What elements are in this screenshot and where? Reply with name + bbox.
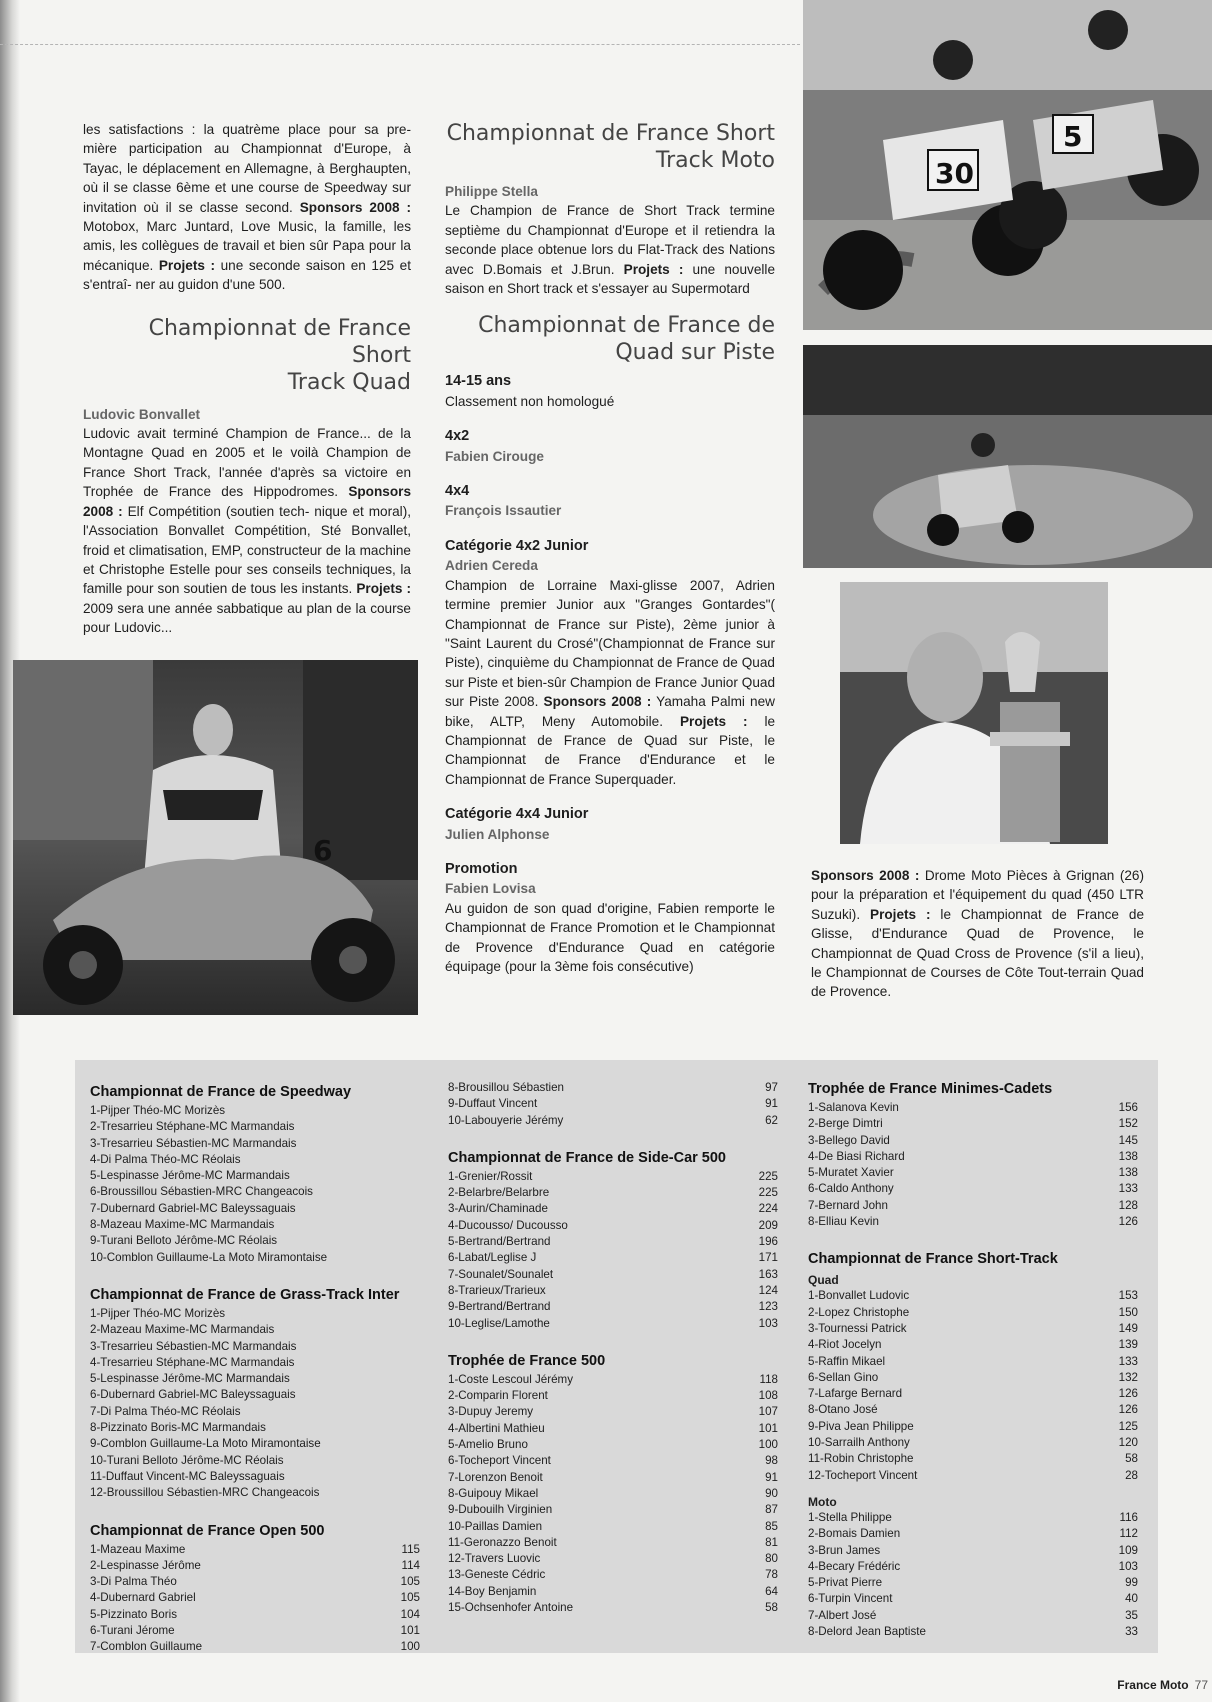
result-row [90, 1119, 420, 1135]
section-heading: Championnat de France Short Track Quad [148, 315, 411, 395]
result-points: 225 [758, 1186, 778, 1200]
result-points: 100 [400, 1640, 420, 1654]
result-row [90, 1623, 420, 1639]
result-name: 7-Di Palma Théo-MC Réolais [90, 1404, 241, 1418]
result-name: 1-Mazeau Maxime [90, 1542, 186, 1556]
result-name: 9-Comblon Guillaume-La Moto Miramontaise [90, 1437, 321, 1451]
result-name: 7-Sounalet/Sounalet [448, 1267, 554, 1281]
result-name: 2-Tresarrieu Stéphane-MC Marmandais [90, 1120, 295, 1134]
results-title: Trophée de France Minimes-Cadets [808, 1081, 1053, 1097]
result-row [90, 1136, 420, 1152]
result-row [448, 1250, 778, 1266]
result-name: 3-Aurin/Chaminade [448, 1202, 548, 1216]
result-row [808, 1214, 1138, 1230]
result-name: 1-Pijper Théo-MC Morizès [90, 1104, 226, 1117]
result-name: 1-Coste Lescoul Jérémy [448, 1372, 574, 1386]
result-points: 97 [765, 1081, 778, 1094]
byline: Julien Alphonse [445, 826, 550, 842]
result-points: 132 [1118, 1370, 1138, 1384]
result-row [90, 1322, 420, 1338]
result-name: 2-Mazeau Maxime-MC Marmandais [90, 1323, 275, 1337]
result-points: 153 [1118, 1289, 1138, 1303]
section-heading: Championnat de France de Quad sur Piste [478, 313, 775, 366]
result-row [448, 1486, 778, 1502]
result-name: 6-Broussillou Sébastien-MRC Changeacois [90, 1185, 313, 1199]
result-points: 126 [1118, 1215, 1138, 1229]
result-row [448, 1600, 778, 1616]
result-row [448, 1218, 778, 1234]
result-points: 100 [758, 1438, 778, 1452]
result-name: 6-Labat/Leglise J [448, 1251, 537, 1265]
result-row [808, 1451, 1138, 1467]
result-points: 120 [1118, 1436, 1138, 1450]
paragraph: Classement non homologué [445, 393, 615, 409]
subheading: 14-15 ans [445, 373, 512, 390]
result-name: 10-Labouyerie Jérémy [448, 1113, 564, 1127]
column-3 [811, 866, 1144, 1002]
result-row [90, 1574, 420, 1590]
result-points: 81 [765, 1535, 778, 1549]
result-row [90, 1387, 420, 1403]
result-name: 11-Geronazzo Benoit [448, 1535, 557, 1549]
result-row [448, 1421, 778, 1437]
result-points: 33 [1125, 1625, 1138, 1639]
result-row [448, 1372, 778, 1388]
dashed-rule [0, 44, 800, 45]
result-name: 10-Paillas Damien [448, 1519, 543, 1533]
result-name: 9-Duffaut Vincent [448, 1097, 538, 1111]
result-name: 3-Brun James [808, 1543, 881, 1557]
result-row [808, 1419, 1138, 1435]
result-name: 2-Lopez Christophe [808, 1305, 910, 1319]
result-row [448, 1519, 778, 1535]
result-points: 101 [758, 1421, 778, 1435]
result-name: 10-Comblon Guillaume-La Moto Miramontaise [90, 1250, 328, 1264]
result-row [448, 1113, 778, 1129]
result-name: 9-Dubouilh Virginien [448, 1503, 553, 1517]
result-name: 2-Berge Dimtri [808, 1117, 883, 1131]
result-points: 114 [401, 1558, 420, 1572]
result-name: 9-Bertrand/Bertrand [448, 1300, 551, 1314]
results-title: Championnat de France Short-Track [808, 1251, 1058, 1268]
byline: François Issautier [445, 503, 562, 519]
result-row [448, 1096, 778, 1112]
result-row [448, 1080, 778, 1096]
result-row [808, 1198, 1138, 1214]
result-row [808, 1591, 1138, 1607]
result-name: 6-Sellan Gino [808, 1370, 879, 1384]
result-row [808, 1510, 1138, 1526]
result-points: 116 [1119, 1510, 1138, 1524]
photo-trophy-winner [840, 582, 1108, 844]
result-row [808, 1468, 1138, 1484]
result-points: 224 [758, 1202, 778, 1216]
result-name: 4-Riot Jocelyn [808, 1338, 882, 1352]
quad-number: 6 [313, 834, 333, 867]
result-points: 35 [1125, 1608, 1138, 1622]
result-name: 4-De Biasi Richard [808, 1149, 905, 1163]
result-name: 8-Delord Jean Baptiste [808, 1625, 926, 1639]
results-list-moto [808, 1510, 1138, 1640]
result-name: 3-Bellego David [808, 1133, 890, 1147]
result-name: 8-Guipouy Mikael [448, 1486, 539, 1500]
result-name: 6-Turpin Vincent [808, 1592, 893, 1606]
subheading: Catégorie 4x4 Junior [445, 806, 589, 823]
results-panel [75, 1060, 1158, 1653]
result-row [90, 1184, 420, 1200]
result-name: 5-Muratet Xavier [808, 1166, 894, 1180]
result-points: 85 [765, 1519, 778, 1533]
result-row [808, 1386, 1138, 1402]
result-points: 40 [1125, 1592, 1138, 1606]
result-name: 3-Tournessi Patrick [808, 1321, 907, 1335]
page-footer [1117, 1678, 1208, 1692]
result-name: 9-Piva Jean Philippe [808, 1419, 914, 1433]
result-name: 3-Tresarrieu Sébastien-MC Marmandais [90, 1339, 297, 1353]
result-points: 156 [1118, 1101, 1138, 1114]
result-name: 14-Boy Benjamin [448, 1584, 537, 1598]
result-row [90, 1469, 420, 1485]
result-name: 7-Lafarge Bernard [808, 1387, 903, 1401]
result-points: 99 [1125, 1576, 1138, 1590]
result-row [808, 1354, 1138, 1370]
result-row [90, 1233, 420, 1249]
result-name: 12-Tocheport Vincent [808, 1468, 918, 1482]
results-title: Trophée de France 500 [448, 1352, 606, 1369]
result-points: 62 [765, 1113, 778, 1127]
result-name: 4-Becary Frédéric [808, 1559, 901, 1573]
result-row [90, 1436, 420, 1452]
byline: Fabien Cirouge [445, 448, 544, 464]
result-name: 5-Raffin Mikael [808, 1354, 886, 1368]
result-points: 109 [1118, 1543, 1138, 1557]
result-points: 163 [758, 1267, 778, 1281]
paragraph: Au guidon de son quad d'origine, Fabien remporte le Championnat de France Promotion et le Championnat de Provence d'Endurance Quad en catégorie équipage (pour la 3ème fois consécutive) [445, 900, 775, 974]
result-points: 225 [758, 1169, 778, 1183]
result-row [808, 1133, 1138, 1149]
result-row [90, 1420, 420, 1436]
result-name: 5-Privat Pierre [808, 1576, 883, 1590]
result-points: 91 [765, 1470, 778, 1484]
result-row [90, 1639, 420, 1655]
result-name: 2-Lespinasse Jérôme [90, 1558, 201, 1572]
subheading: Promotion [445, 860, 518, 877]
result-points: 128 [1118, 1198, 1138, 1212]
result-points: 118 [759, 1372, 778, 1386]
result-row [90, 1485, 420, 1501]
result-name: 5-Lespinasse Jérôme-MC Marmandais [90, 1372, 290, 1386]
result-name: 3-Dupuy Jeremy [448, 1405, 534, 1419]
result-row [448, 1267, 778, 1283]
results-title: Championnat de France de Grass-Track Inter [90, 1286, 400, 1303]
results-block-speedway [90, 1083, 420, 1266]
result-name: 12-Travers Luovic [448, 1552, 541, 1566]
result-row [448, 1470, 778, 1486]
result-name: 4-Dubernard Gabriel [90, 1591, 196, 1605]
result-points: 90 [765, 1486, 778, 1500]
result-points: 91 [765, 1097, 778, 1111]
result-name: 15-Ochsenhofer Antoine [448, 1601, 574, 1615]
result-points: 145 [1118, 1133, 1138, 1147]
paragraph: Champion de Lorraine Maxi-glisse 2007, Adrien termine premier Junior aux "Granges Gontardes"( Championnat de France sur Piste), 2ème junior à "Saint Laurent du Crosé"(Championnat de France sur Piste), cinquième du Championnat de France de Quad sur Piste et bien-sûr Champion de France Junior Quad sur Piste 2008. Sponsors 2008 : Yamaha Palmi new bike, ALTP, Meny Automobile. Projets : le Championnat de France de Quad sur Piste, le Championnat de France d'Endurance et le Championnat de France Superquader. [445, 577, 776, 787]
byline: Fabien Lovisa [445, 881, 536, 897]
result-row [808, 1608, 1138, 1624]
result-name: 10-Turani Belloto Jérôme-MC Réolais [90, 1453, 284, 1467]
result-points: 103 [758, 1316, 778, 1330]
result-row [808, 1149, 1138, 1165]
result-row [448, 1299, 778, 1315]
result-row [448, 1201, 778, 1217]
result-row [90, 1558, 420, 1574]
result-row [808, 1370, 1138, 1386]
column-1 [83, 120, 411, 638]
result-row [808, 1402, 1138, 1418]
result-name: 2-Bomais Damien [808, 1527, 901, 1541]
result-points: 115 [401, 1542, 420, 1556]
byline: Ludovic Bonvallet [83, 406, 201, 422]
result-name: 7-Albert José [808, 1608, 877, 1622]
page-number: 77 [1194, 1678, 1208, 1692]
result-name: 4-Tresarrieu Stéphane-MC Marmandais [90, 1355, 295, 1369]
result-points: 209 [758, 1218, 778, 1232]
result-name: 5-Lespinasse Jérôme-MC Marmandais [90, 1169, 290, 1183]
results-column-3 [808, 1080, 1138, 1660]
results-subtitle: Moto [808, 1494, 837, 1509]
result-points: 149 [1118, 1321, 1138, 1335]
result-name: 1-Salanova Kevin [808, 1101, 899, 1114]
result-points: 139 [1118, 1338, 1138, 1352]
paragraph: Le Champion de France de Short Track termine septième du Championnat d'Europe et il retiendra la seconde place obtenue lors du Flat-Track des Nations avec D.Bomais et J.Brun. Projets : une nouvelle saison en Short track et s'essayer au Supermotard [445, 203, 776, 297]
result-row [808, 1116, 1138, 1132]
result-row [808, 1100, 1138, 1116]
result-name: 11-Robin Christophe [808, 1452, 914, 1466]
result-row [448, 1502, 778, 1518]
result-points: 105 [400, 1591, 420, 1605]
result-row [90, 1542, 420, 1558]
result-name: 4-Ducousso/ Ducousso [448, 1218, 568, 1232]
result-row [808, 1165, 1138, 1181]
result-points: 133 [1118, 1182, 1138, 1196]
paragraph: Ludovic avait terminé Champion de France... de la Montagne Quad en 2005 et le voilà Champion de France Short Track, l'année d'après sa victoire en Trophée de France des Hippodromes. Sponsors 2008 : Elf Compétition (soutien tech- nique et moral), l'Association Bonvallet Compétition, Sté Bonvallet, froid et climatisation, EMP, constructeur de la machine et Christophe Estelle pour ses conseils techniques, la famille pour son soutien de tous les instants. Projets : 2009 sera une année sabbatique au plan de la course pour Ludovic... [83, 426, 412, 636]
result-name: 8-Trarieux/Trarieux [448, 1283, 546, 1297]
result-name: 7-Lorenzon Benoit [448, 1470, 543, 1484]
result-name: 12-Broussillou Sébastien-MRC Changeacois [90, 1486, 320, 1500]
result-row [448, 1551, 778, 1567]
result-row [448, 1437, 778, 1453]
result-points: 64 [765, 1584, 778, 1598]
result-row [90, 1404, 420, 1420]
results-block-grasstrack [90, 1286, 420, 1502]
result-row [448, 1169, 778, 1185]
result-name: 6-Caldo Anthony [808, 1182, 894, 1196]
result-name: 8-Pizzinato Boris-MC Marmandais [90, 1421, 266, 1435]
result-points: 80 [765, 1552, 778, 1566]
result-row [808, 1559, 1138, 1575]
results-block-trophee500 [448, 1352, 778, 1616]
paragraph: les satisfactions : la quatrème place pour sa pre- mière participation au Championnat d'Europe, à Tayac, le déplacement en Allemagne, à Berghaupten, où il se classe 6ème et une course de Speedway sur invitation où il se classe second. Sponsors 2008 : Motobox, Marc Juntard, Love Music, la famille, les amis, les collègues de travail et bien sûr Papa pour la mécanique. Projets : une seconde saison en 125 et s'entraî- ner au guidon d'une 500. [83, 122, 411, 293]
result-name: 1-Stella Philippe [808, 1510, 892, 1524]
result-name: 6-Tocheport Vincent [448, 1454, 551, 1468]
paragraph: Sponsors 2008 : Drome Moto Pièces à Grignan (26) pour la préparation et l'équipement du quad (450 LTR Suzuki). Projets : le Championnat de France de Glisse, d'Endurance Quad de Provence, le Championnat de Quad Cross de Provence (s'il a lieu), le Championnat de Courses de Côte Tout-terrain Quad de Provence. [811, 868, 1145, 1000]
result-points: 101 [400, 1624, 420, 1638]
result-points: 78 [765, 1568, 778, 1582]
result-row [90, 1607, 420, 1623]
result-row [808, 1526, 1138, 1542]
results-list-quad [808, 1288, 1138, 1484]
result-points: 196 [758, 1235, 778, 1249]
result-points: 87 [765, 1503, 778, 1517]
result-name: 13-Geneste Cédric [448, 1568, 546, 1582]
result-row [90, 1355, 420, 1371]
results-title: Championnat de France Open 500 [90, 1522, 325, 1539]
result-points: 103 [1118, 1559, 1138, 1573]
result-name: 10-Sarrailh Anthony [808, 1436, 910, 1450]
result-points: 125 [1118, 1419, 1138, 1433]
result-row [808, 1575, 1138, 1591]
result-row [448, 1584, 778, 1600]
result-row [808, 1337, 1138, 1353]
results-block-open500-continued [448, 1080, 778, 1129]
result-name: 1-Bonvallet Ludovic [808, 1289, 910, 1303]
section-heading: Championnat de France Short Track Moto [446, 121, 775, 173]
result-row [90, 1306, 420, 1322]
byline: Philippe Stella [445, 184, 538, 199]
result-points: 98 [765, 1454, 778, 1468]
result-row [90, 1168, 420, 1184]
photo-quad-on-track [803, 345, 1212, 568]
results-title: Championnat de France de Side-Car 500 [448, 1149, 726, 1166]
results-column-2 [448, 1080, 778, 1636]
result-row [448, 1453, 778, 1469]
result-points: 152 [1118, 1117, 1138, 1131]
result-name: 8-Brousillou Sébastien [448, 1081, 565, 1094]
result-points: 108 [758, 1389, 778, 1403]
result-points: 138 [1118, 1149, 1138, 1163]
results-block-sidecar [448, 1149, 778, 1332]
result-row [448, 1185, 778, 1201]
result-points: 124 [758, 1283, 778, 1297]
moto-number: 30 [935, 157, 974, 190]
photo-short-track-motos [803, 0, 1212, 330]
result-name: 11-Duffaut Vincent-MC Baleyssaguais [90, 1469, 285, 1483]
result-name: 2-Belarbre/Belarbre [448, 1186, 550, 1200]
results-block-shorttrack [808, 1250, 1138, 1640]
result-row [90, 1339, 420, 1355]
result-points: 104 [400, 1607, 420, 1621]
result-points: 150 [1118, 1305, 1138, 1319]
result-points: 171 [758, 1251, 778, 1265]
result-name: 8-Otano José [808, 1403, 878, 1417]
result-points: 138 [1118, 1166, 1138, 1180]
result-points: 28 [1125, 1468, 1138, 1482]
result-name: 8-Elliau Kevin [808, 1215, 879, 1229]
result-row [808, 1305, 1138, 1321]
result-row [808, 1288, 1138, 1304]
result-points: 126 [1118, 1387, 1138, 1401]
result-row [448, 1535, 778, 1551]
result-name: 5-Amelio Bruno [448, 1438, 528, 1452]
result-row [90, 1371, 420, 1387]
result-points: 58 [1125, 1452, 1138, 1466]
result-points: 58 [765, 1601, 778, 1615]
result-row [448, 1316, 778, 1332]
result-row [808, 1435, 1138, 1451]
result-row [90, 1453, 420, 1469]
result-points: 107 [758, 1405, 778, 1419]
byline: Adrien Cereda [445, 558, 538, 574]
result-row [90, 1103, 420, 1119]
results-column-1 [90, 1083, 420, 1676]
result-name: 10-Leglise/Lamothe [448, 1316, 550, 1330]
column-2 [445, 120, 775, 976]
result-row [808, 1181, 1138, 1197]
result-name: 1-Grenier/Rossit [448, 1169, 533, 1183]
result-name: 4-Albertini Mathieu [448, 1421, 545, 1435]
result-name: 5-Bertrand/Bertrand [448, 1235, 551, 1249]
result-name: 4-Di Palma Théo-MC Réolais [90, 1152, 241, 1166]
result-points: 112 [1119, 1527, 1138, 1541]
result-row [448, 1388, 778, 1404]
moto-number: 5 [1063, 120, 1083, 153]
result-row [448, 1567, 778, 1583]
results-subtitle: Quad [808, 1273, 839, 1288]
result-name: 8-Mazeau Maxime-MC Marmandais [90, 1218, 275, 1232]
result-name: 7-Dubernard Gabriel-MC Baleyssaguais [90, 1201, 296, 1215]
result-row [808, 1543, 1138, 1559]
photo-quad-rider [13, 660, 418, 1015]
result-name: 5-Pizzinato Boris [90, 1607, 177, 1621]
subheading: 4x2 [445, 428, 470, 445]
result-row [448, 1234, 778, 1250]
subheading: Catégorie 4x2 Junior [445, 537, 589, 554]
result-row [808, 1321, 1138, 1337]
result-row [448, 1404, 778, 1420]
results-block-minimes [808, 1080, 1138, 1230]
result-name: 1-Pijper Théo-MC Morizès [90, 1306, 226, 1320]
result-row [90, 1250, 420, 1266]
result-row [808, 1624, 1138, 1640]
result-row [90, 1201, 420, 1217]
result-name: 6-Dubernard Gabriel-MC Baleyssaguais [90, 1388, 296, 1402]
results-block-open500 [90, 1522, 420, 1656]
result-points: 105 [400, 1575, 420, 1589]
result-row [448, 1283, 778, 1299]
result-name: 6-Turani Jérome [90, 1624, 175, 1638]
result-name: 2-Comparin Florent [448, 1389, 548, 1403]
result-row [90, 1152, 420, 1168]
result-points: 133 [1118, 1354, 1138, 1368]
magazine-name: France Moto [1117, 1678, 1189, 1692]
result-name: 7-Bernard John [808, 1198, 888, 1212]
result-points: 126 [1118, 1403, 1138, 1417]
result-name: 7-Comblon Guillaume [90, 1640, 203, 1654]
result-row [90, 1217, 420, 1233]
result-name: 3-Di Palma Théo [90, 1575, 177, 1589]
subheading: 4x4 [445, 483, 470, 500]
result-name: 3-Tresarrieu Sébastien-MC Marmandais [90, 1136, 297, 1150]
result-row [90, 1590, 420, 1606]
result-name: 9-Turani Belloto Jérôme-MC Réolais [90, 1234, 278, 1248]
result-points: 123 [758, 1300, 778, 1314]
results-title: Championnat de France de Speedway [90, 1084, 352, 1100]
